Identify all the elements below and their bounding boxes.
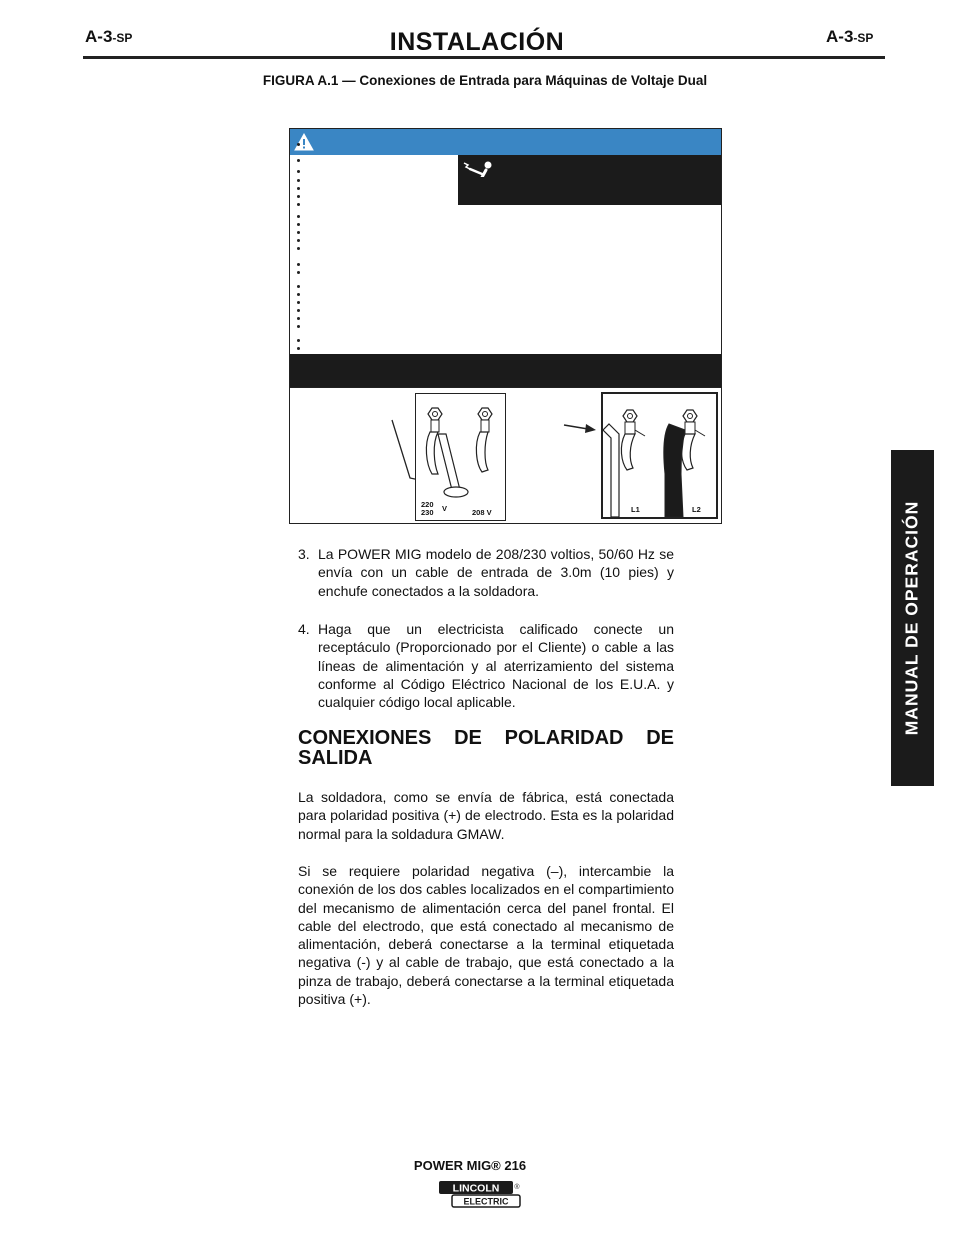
- figure-caption: FIGURA A.1 — Conexiones de Entrada para Máquinas de Voltaje Dual: [262, 73, 708, 88]
- footer-model: POWER MIG® 216: [413, 1158, 527, 1173]
- shock-hazard-block: [458, 155, 721, 177]
- warning-header-bar: [290, 129, 721, 155]
- warning-triangle-icon: [294, 133, 314, 151]
- line-terminal-panel: [601, 392, 718, 519]
- label-230: 230: [421, 508, 434, 517]
- label-l2: L2: [692, 505, 701, 514]
- svg-text:LINCOLN: LINCOLN: [452, 1182, 500, 1195]
- side-tab: [891, 450, 934, 786]
- page-code-left: A-3-SP: [85, 27, 133, 46]
- body-paragraph: La soldadora, como se envía de fábrica, está conectada para polaridad positiva (+) de electrodo. Esta es la polaridad normal para la soldadura GMAW.: [298, 789, 674, 842]
- header-divider: [83, 56, 885, 59]
- arrow-icon: [562, 421, 598, 435]
- section-heading: CONEXIONES DE POLARIDAD DE SALIDA: [298, 727, 674, 769]
- body-paragraph: Si se requiere polaridad negativa (–), intercambie la conexión de los dos cables localizados en el compartimiento del mecanismo de alimentación cerca del panel frontal. El cable del electrodo, que está conectado al mecanismo de alimentación, deberá conectarse a la terminal etiquetada negativa (-) y al cable de trabajo, que está conectado a la pinza de trabajo, deberá conectarse a la terminal etiquetada positiva (+).: [298, 863, 674, 1008]
- label-208: 208 V: [472, 508, 492, 517]
- list-item: 3. La POWER MIG modelo de 208/230 voltios, 50/60 Hz se envía con un cable de entrada de 3.0m (10 pies) y enchufe conectados a la soldadora.: [298, 546, 674, 599]
- connection-diagram-area: [290, 387, 721, 523]
- label-220: 220: [421, 500, 434, 509]
- page-code-right: A-3-SP: [826, 27, 874, 46]
- label-l1: L1: [631, 505, 640, 514]
- warning-footer-band: [290, 354, 721, 387]
- svg-text:ELECTRIC: ELECTRIC: [463, 1196, 509, 1207]
- voltage-terminal-panel: [415, 393, 506, 521]
- lincoln-electric-logo: [438, 1180, 522, 1208]
- warning-figure: [289, 128, 722, 524]
- line-connections-diagram: [603, 394, 716, 517]
- side-tab-label: MANUAL DE OPERACIÓN: [901, 500, 922, 736]
- label-v: V: [442, 504, 448, 513]
- list-item: 4. Haga que un electricista calificado conecte un receptáculo (Proporcionado por el Cliente) o cable a las líneas de alimentación y al aterrizamiento del sistema conforme al Código Eléctrico Nacional de los E.U.A. y cualquier código local aplicable.: [298, 621, 674, 711]
- shock-hazard-block-lower: [458, 177, 721, 205]
- page-title: INSTALACIÓN: [389, 28, 565, 56]
- svg-text:®: ®: [514, 1184, 520, 1191]
